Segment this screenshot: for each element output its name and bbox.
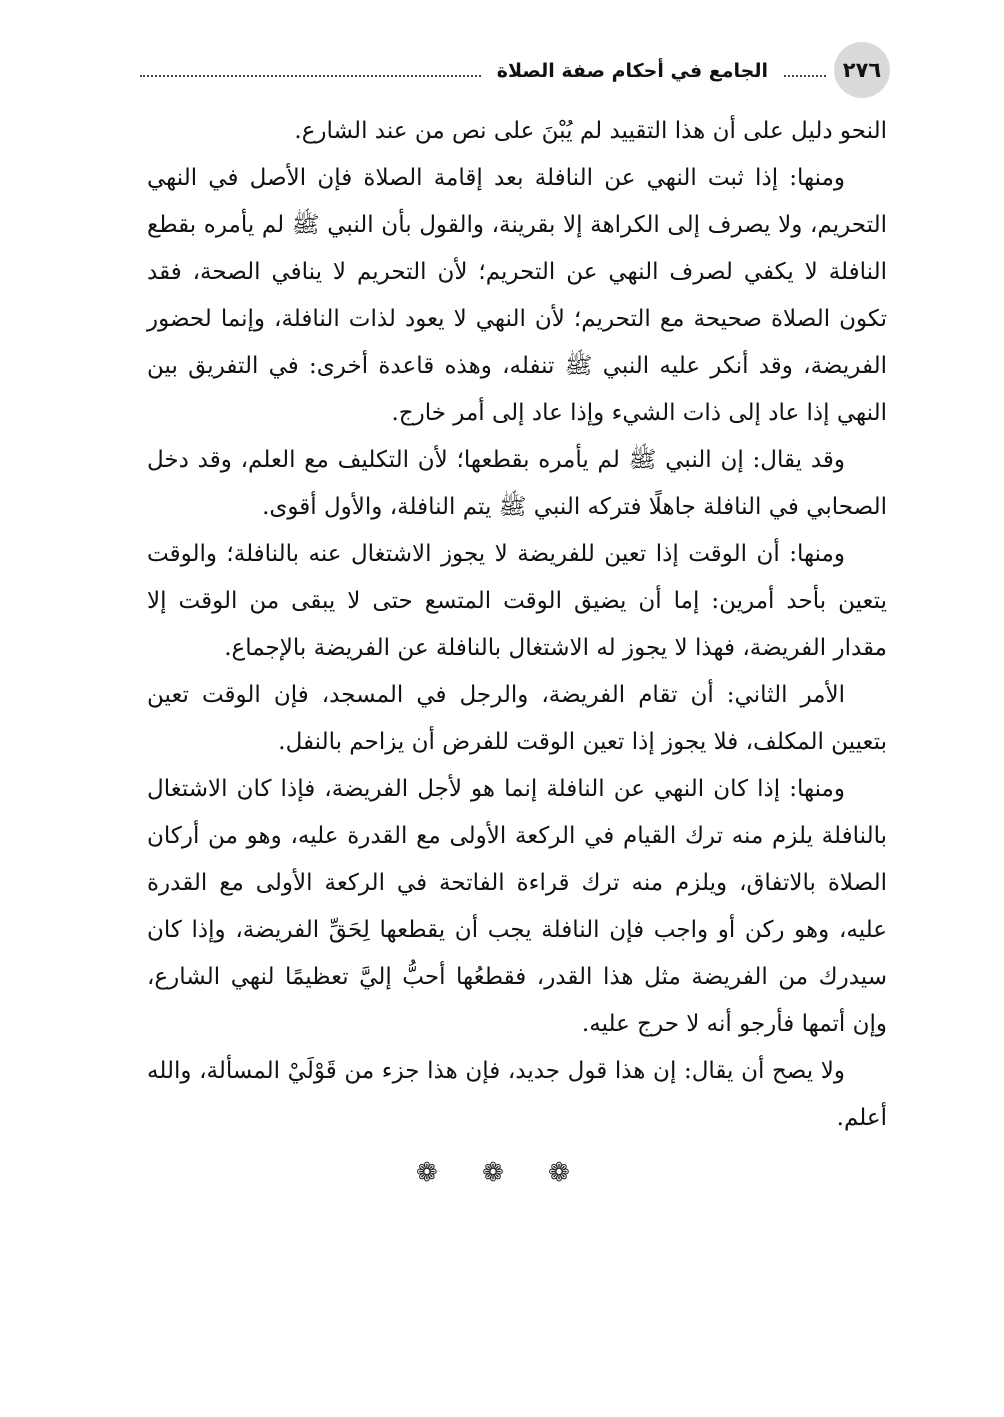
paragraph: وقد يقال: إن النبي ﷺ لم يأمره بقطعها؛ لأن التكليف مع العلم، وقد دخل الصحابي في النافلة جاهلًا فتركه النبي ﷺ يتم النافلة، والأول أقوى. — [147, 447, 887, 520]
paragraph: النحو دليل على أن هذا التقييد لم يُبْنَ على نص من عند الشارع. — [294, 118, 887, 144]
paragraph: ومنها: إذا ثبت النهي عن النافلة بعد إقامة الصلاة فإن الأصل في النهي التحريم، ولا يصرف إلى الكراهة إلا بقرينة، والقول بأن النبي ﷺ لم يأمره بقطع النافلة لا يكفي لصرف النهي عن التحريم؛ لأن التحريم لا ينافي الصحة، فقد تكون الصلاة صحيحة مع التحريم؛ لأن النهي لا يعود لذات النافلة، وإنما لحضور الفريضة، وقد أنكر عليه النبي ﷺ تنفله، وهذه قاعدة أخرى: في التفريق بين النهي إذا عاد إلى ذات الشيء وإذا عاد إلى أمر خارج. — [147, 165, 887, 426]
header-dots-right — [784, 75, 826, 77]
paragraph: ولا يصح أن يقال: إن هذا قول جديد، فإن هذا جزء من قَوْلَيْ المسألة، والله أعلم. — [147, 1058, 887, 1131]
section-end-ornament: ❁ ❁ ❁ — [416, 1158, 588, 1188]
page-number: ٢٧٦ — [834, 42, 890, 98]
paragraph: ومنها: أن الوقت إذا تعين للفريضة لا يجوز الاشتغال عنه بالنافلة؛ والوقت يتعين بأحد أمرين: إما أن يضيق الوقت المتسع حتى لا يبقى من الوقت إلا مقدار الفريضة، فهذا لا يجوز له الاشتغال بالنافلة عن الفريضة بالإجماع. — [147, 541, 887, 661]
paragraph: الأمر الثاني: أن تقام الفريضة، والرجل في المسجد، فإن الوقت تعين بتعيين المكلف، فلا يجوز إذا تعين الوقت للفرض أن يزاحم بالنفل. — [147, 682, 887, 755]
page-body — [147, 108, 887, 1142]
page-header — [140, 42, 890, 104]
paragraph: ومنها: إذا كان النهي عن النافلة إنما هو لأجل الفريضة، فإذا كان الاشتغال بالنافلة يلزم منه ترك القيام في الركعة الأولى مع القدرة عليه، وهو من أركان الصلاة بالاتفاق، ويلزم منه ترك قراءة الفاتحة في الركعة الأولى مع القدرة عليه، وهو ركن أو واجب فإن النافلة يجب أن يقطعها لِحَقِّ الفريضة، وإذا كان سيدرك من الفريضة مثل هذا القدر، فقطعُها أحبُّ إليَّ تعظيمًا لنهي الشارع، وإن أتمها فأرجو أنه لا حرج عليه. — [147, 776, 888, 1037]
header-line — [140, 60, 826, 82]
book-title: الجامع في أحكام صفة الصلاة — [496, 60, 768, 82]
header-dots-left — [140, 75, 481, 77]
